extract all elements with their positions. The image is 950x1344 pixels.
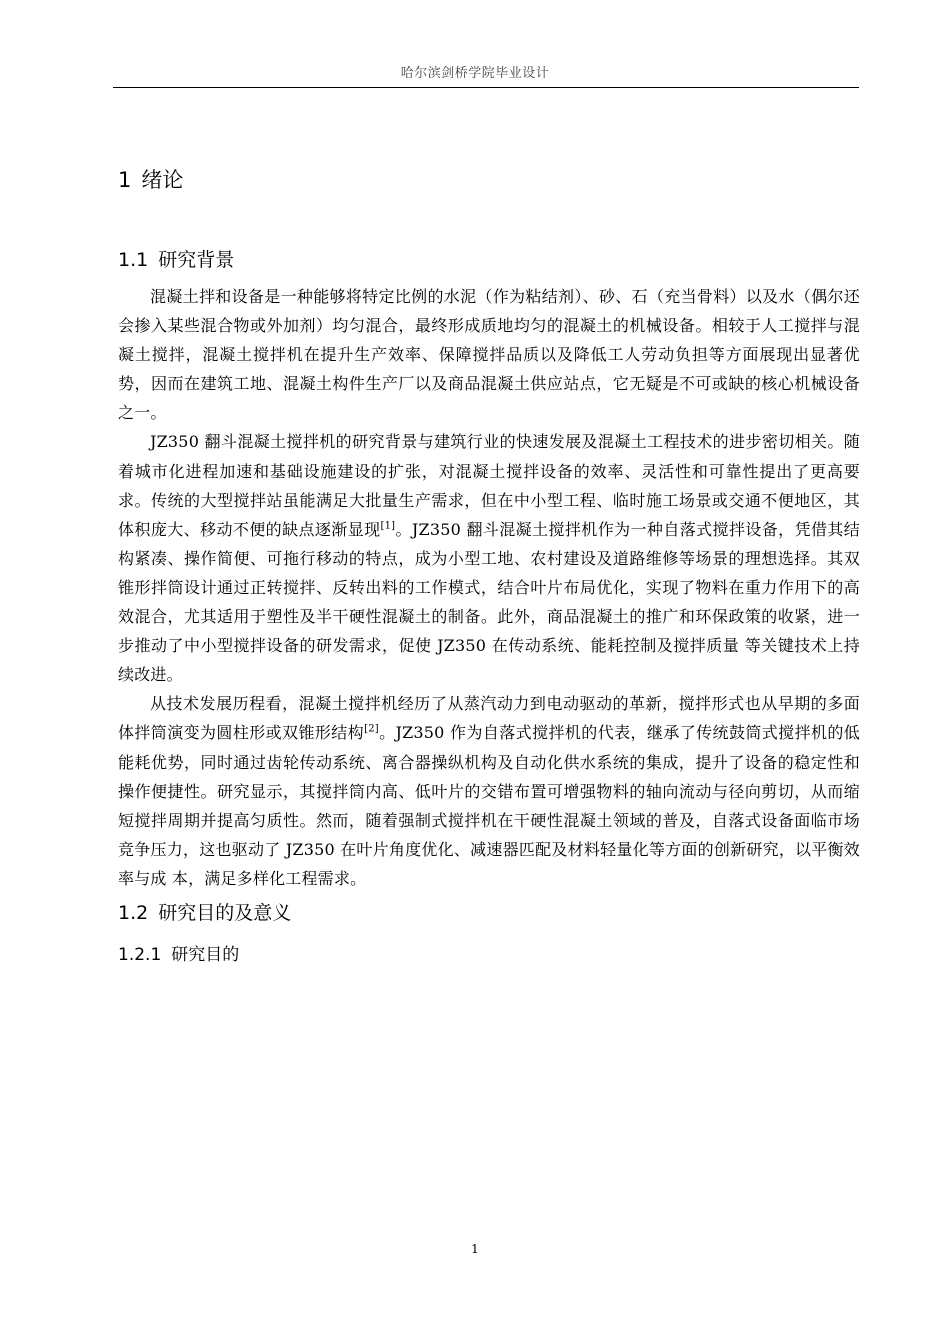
chapter-title: 绪论 — [141, 168, 184, 192]
subsection-number: 1.2.1 — [118, 944, 162, 965]
subsection-heading — [118, 939, 860, 971]
header-divider — [113, 87, 859, 88]
section-heading-background — [118, 242, 860, 278]
section-title: 研究目的及意义 — [158, 901, 292, 924]
subsection-title: 研究目的 — [171, 944, 240, 965]
page-number: 1 — [471, 1242, 479, 1256]
paragraph-3-text-a: 从技术发展历程看，混凝土搅拌机经历了从蒸汽动力到电动驱动的革新，搅拌形式也从早期的多面体拌筒演变为圆柱形或双锥形结构 — [118, 694, 860, 743]
paragraph-2 — [118, 427, 860, 689]
section-number: 1.2 — [118, 901, 149, 924]
citation-ref-2: [2] — [364, 724, 379, 736]
chapter-number: 1 — [118, 168, 132, 192]
paragraph-3-text-b: 。JZ350 作为自落式搅拌机的代表，继承了传统鼓筒式搅拌机的低能耗优势，同时通过齿轮传动系统、离合器操纵机构及自动化供水系统的集成，提升了设备的稳定性和操作便捷性。研究显示，其搅拌筒内高、低叶片的交错布置可增强物料的轴向流动与径向剪切，从而缩短搅拌周期并提高匀质性。然而，随着强制式搅拌机在干硬性混凝土领域的普及，自落式设备面临市场竞争压力，这也驱动了 JZ350 在叶片角度优化、减速器匹配及材料轻量化等方面的创新研究，以平衡效率与成 本，满足多样化工程需求。 — [118, 723, 860, 888]
citation-ref-1: [1] — [380, 520, 396, 532]
section-heading-purpose — [118, 895, 860, 931]
paragraph-1: 混凝土拌和设备是一种能够将特定比例的水泥（作为粘结剂）、砂、石（充当骨料）以及水（偶尔还会掺入某些混合物或外加剂）均匀混合，最终形成质地均匀的混凝土的机械设备。相较于人工搅拌与混凝土搅拌，混凝土搅拌机在提升生产效率、保障搅拌品质以及降低工人劳动负担等方面展现出显著优势，因而在建筑工地、混凝土构件生产厂以及商品混凝土供应站点，它无疑是不可或缺的核心机械设备之一。 — [118, 287, 860, 423]
section-title: 研究背景 — [158, 249, 235, 271]
paragraph-3 — [118, 689, 860, 893]
document-body — [118, 160, 860, 971]
section-number: 1.1 — [118, 249, 149, 271]
paragraph-2-text-a: JZ350 翻斗混凝土搅拌机的研究背景与建筑行业的快速发展及混凝土工程技术的进步密切相关。随着城市化进程加速和基础设施建设的扩张，对混凝土搅拌设备的效率、灵活性和可靠性提出了更高要求。传统的大型搅拌站虽能满足大批量生产需求，但在中小型工程、临时施工场景或交通不便地区，其体积庞大、移动不便的缺点逐渐显现 — [118, 432, 860, 539]
paragraph-2-text-b: 。JZ350 翻斗混凝土搅拌机作为一种自落式搅拌设备，凭借其结构紧凑、操作简便、可拖行移动的特点，成为小型工地、农村建设及道路维修等场景的理想选择。其双锥形拌筒设计通过正转搅拌、反转出料的工作模式，结合叶片布局优化，实现了物料在重力作用下的高效混合，尤其适用于塑性及半干硬性混凝土的制备。此外，商品混凝土的推广和环保政策的收紧，进一步推动了中小型搅拌设备的研发需求，促使 JZ350 在传动系统、能耗控制及搅拌质量 等关键技术上持续改进。 — [118, 519, 861, 685]
page-header: 哈尔滨剑桥学院毕业设计 — [400, 66, 550, 81]
chapter-heading — [118, 160, 860, 200]
